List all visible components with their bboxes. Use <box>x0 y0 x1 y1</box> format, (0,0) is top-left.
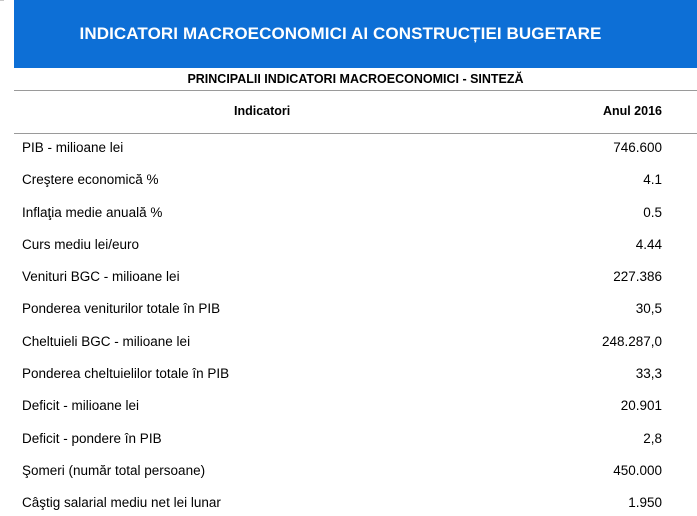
table-row <box>14 295 697 327</box>
row-label: Curs mediu lei/euro <box>22 236 140 252</box>
row-label: Ponderea cheltuielilor totale în PIB <box>22 366 230 382</box>
row-label: Venituri BGC - milioane lei <box>22 269 180 285</box>
row-label: Şomeri (număr total persoane) <box>22 462 206 478</box>
row-value: 1.950 <box>628 495 662 511</box>
row-label: Deficit - pondere în PIB <box>22 430 162 446</box>
row-value: 2,8 <box>643 430 662 446</box>
row-value: 30,5 <box>635 301 662 317</box>
banner-title: INDICATORI MACROECONOMICI AI CONSTRUCȚIEI BUGETARE <box>79 24 602 43</box>
table-row <box>14 134 697 166</box>
table-header-row <box>14 91 697 134</box>
table-row <box>14 489 697 516</box>
table-row <box>14 263 697 295</box>
row-label: Inflaţia medie anuală % <box>22 204 163 220</box>
row-value: 33,3 <box>635 366 662 382</box>
row-value: 248.287,0 <box>601 333 662 349</box>
row-label: Câştig salarial mediu net lei lunar <box>22 495 221 511</box>
row-value: 746.600 <box>613 140 662 155</box>
table-row <box>14 231 697 263</box>
row-value: 0.5 <box>643 204 662 220</box>
row-value: 20.901 <box>620 398 662 414</box>
table-row <box>14 360 697 392</box>
table-row <box>14 166 697 198</box>
row-value: 4.44 <box>635 236 662 252</box>
row-label: Cheltuieli BGC - milioane lei <box>22 333 191 349</box>
row-value: 450.000 <box>613 462 662 478</box>
row-label: Deficit - milioane lei <box>22 398 140 414</box>
row-value: 4.1 <box>643 172 662 188</box>
row-label: PIB - milioane lei <box>22 140 124 155</box>
header-year: Anul 2016 <box>602 104 662 118</box>
table-row <box>14 392 697 424</box>
table-subtitle: PRINCIPALII INDICATORI MACROECONOMICI - SINTEZĂ <box>187 72 524 86</box>
row-label: Ponderea veniturilor totale în PIB <box>22 301 221 317</box>
title-banner <box>14 0 697 68</box>
table-body <box>14 134 697 516</box>
table-row <box>14 457 697 489</box>
table-row <box>14 328 697 360</box>
header-indicator: Indicatori <box>234 104 291 118</box>
table-row <box>14 425 697 457</box>
row-label: Creştere economică % <box>22 172 159 188</box>
table-row <box>14 199 697 231</box>
corner-mark <box>0 0 4 1</box>
row-value: 227.386 <box>613 269 662 285</box>
